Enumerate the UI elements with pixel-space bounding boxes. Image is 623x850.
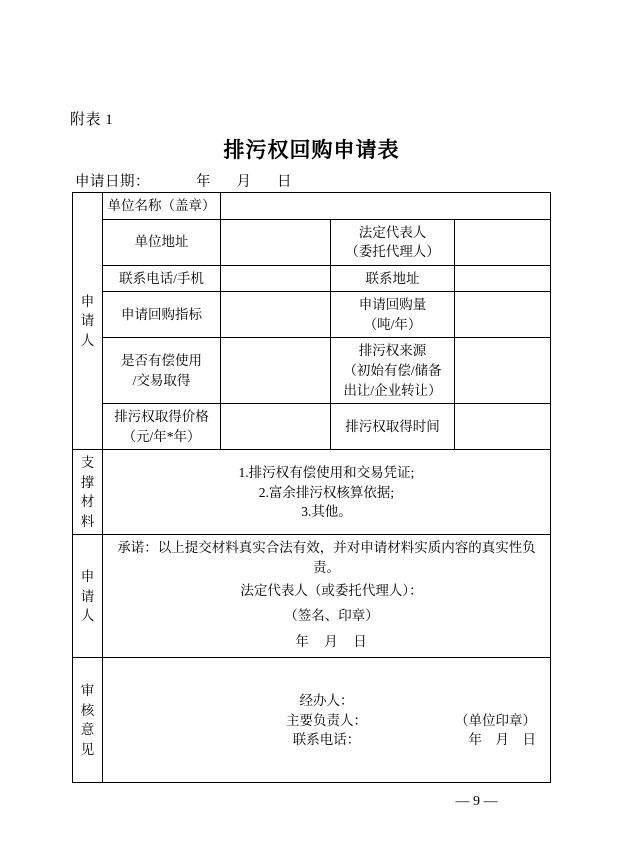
label-price [103,404,221,450]
review-handler-label: 经办人： [299,693,354,709]
support-item-3: 3.其他。 [301,504,352,520]
review-principal-label: 主要负责人： [286,712,367,728]
table-row-price [73,404,551,450]
section-support-label [73,450,103,535]
label-paid-use [103,338,221,404]
signature-seal-note: （签名、印章） [284,608,379,624]
label-unit-address: 单位地址 [103,219,221,265]
table-row-support [73,450,551,535]
table-row-promise [73,535,551,658]
label-apply-target: 申请回购指标 [103,292,221,338]
attachment-label: 附表 1 [70,112,114,128]
label-contact-address: 联系地址 [331,265,455,292]
apply-date-month: 月 [236,174,251,190]
section-promise-char-3: 人 [80,608,95,624]
field-apply-amount[interactable] [455,292,551,338]
section-promise-char-1: 申 [80,569,95,585]
label-apply-amount-line2: （吨/年） [363,316,422,332]
buyback-application-table [72,192,551,783]
label-source [331,338,455,404]
support-item-2: 2.富余排污权核算依据; [258,484,395,500]
table-row-contact [73,265,551,292]
promise-text: 承诺：以上提交材料真实合法有效，并对申请材料实质内容的真实性负责。 [117,540,536,575]
apply-date-label: 申请日期： [75,174,150,190]
promise-cell [103,535,551,658]
section-applicant-char-1: 申 [80,293,95,309]
section-applicant-label [73,193,103,450]
page-title: 排污权回购申请表 [223,138,400,162]
label-source-line2: （初始有偿/储备 [343,362,442,378]
review-opinion-cell[interactable] [103,658,551,783]
field-acquire-time[interactable] [455,404,551,450]
field-source[interactable] [455,338,551,404]
label-price-line2: （元/年*年） [122,428,201,444]
table-row-unit-address [73,219,551,265]
section-review-char-3: 意 [80,722,95,738]
label-source-line1: 排污权来源 [358,343,427,359]
review-unit-seal-note: （单位印章） [455,712,536,728]
review-handler-row [107,691,546,711]
label-price-line1: 排污权取得价格 [114,409,209,425]
section-review-char-1: 审 [80,683,95,699]
label-apply-amount [331,292,455,338]
table-row-review [73,658,551,783]
section-review-char-4: 见 [80,742,95,758]
table-row-paid-use [73,338,551,404]
field-contact-address[interactable] [455,265,551,292]
section-support-char-2: 撑 [80,474,95,490]
section-promise-char-2: 请 [80,588,95,604]
section-support-char-4: 料 [80,513,95,529]
field-unit-address[interactable] [221,219,331,265]
support-materials-list [103,450,551,535]
signature-legal-rep-line[interactable]: 法定代表人（或委托代理人）： [240,582,423,598]
page-number: — 9 — [455,794,498,809]
label-paid-use-line1: 是否有偿使用 [121,353,202,369]
table-row-unit-name [73,193,551,220]
signature-block [107,578,546,655]
section-review-label [73,658,103,783]
label-acquire-time: 排污权取得时间 [331,404,455,450]
section-applicant-char-3: 人 [80,332,95,348]
field-price[interactable] [221,404,331,450]
label-contact-phone: 联系电话/手机 [103,265,221,292]
field-paid-use[interactable] [221,338,331,404]
label-apply-amount-line1: 申请回购量 [358,297,427,313]
section-applicant-char-2: 请 [80,313,95,329]
label-legal-rep-line1: 法定代表人 [358,224,427,240]
signature-date-line[interactable]: 年 月 日 [295,633,368,649]
field-contact-phone[interactable] [221,265,331,292]
apply-date-day: 日 [277,174,292,190]
apply-date-year: 年 [196,174,211,190]
field-legal-rep[interactable] [455,219,551,265]
section-review-char-2: 核 [80,702,95,718]
field-unit-name[interactable] [221,193,551,220]
review-phone-label: 联系电话： [292,732,361,748]
label-legal-rep-line2: （委托代理人） [345,244,440,260]
section-support-char-3: 材 [80,494,95,510]
label-source-line3: 出让/企业转让） [343,382,442,398]
label-unit-name: 单位名称（盖章） [103,193,221,220]
review-date-line[interactable]: 年 月 日 [468,732,536,748]
support-item-1: 1.排污权有偿使用和交易凭证; [238,464,415,480]
section-support-char-1: 支 [80,455,95,471]
section-promise-label [73,535,103,658]
label-legal-rep [331,219,455,265]
table-row-apply-target [73,292,551,338]
field-apply-target[interactable] [221,292,331,338]
apply-date-line [75,170,292,191]
label-paid-use-line2: /交易取得 [132,372,191,388]
review-phone-row [107,730,546,750]
review-principal-row [107,711,546,731]
